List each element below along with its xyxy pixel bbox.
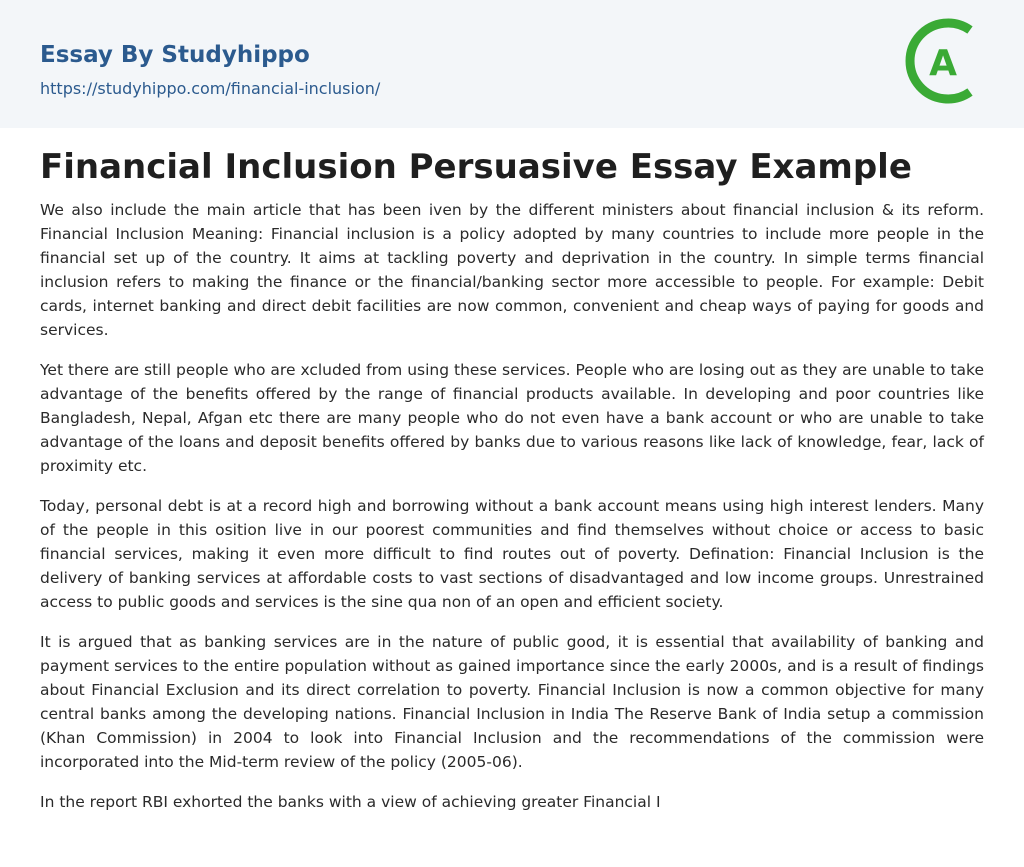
article-paragraph: It is argued that as banking services are in the nature of public good, it is essential that availability of banking and payment services to the entire population without as gained importance since the early 2000s, and is a result of findings about Financial Exclusion and its direct correlation to poverty. Financial Inclusion is now a common objective for many central banks among the developing nations. Financial Inclusion in India The Reserve Bank of India setup a commission (Khan Commission) in 2004 to look into Financial Inclusion and the recommendations of the commission were incorporated into the Mid-term review of the policy (2005-06). — [40, 633, 984, 771]
essay-url-link[interactable]: https://studyhippo.com/financial-inclusion/ — [40, 79, 381, 98]
studyhippo-logo-icon[interactable] — [900, 18, 986, 104]
article — [0, 146, 1024, 814]
site-brand[interactable]: Essay By Studyhippo — [40, 42, 310, 68]
site-header — [0, 0, 1024, 128]
article-paragraph: In the report RBI exhorted the banks with a view of achieving greater Financial I — [40, 793, 661, 811]
article-title: Financial Inclusion Persuasive Essay Example — [40, 147, 912, 187]
logo-letter: A — [929, 43, 957, 84]
article-paragraph: Today, personal debt is at a record high and borrowing without a bank account means using high interest lenders. Many of the people in this osition live in our poorest communities and find themselves without choice or access to basic financial services, making it even more difficult to find routes out of poverty. Defination: Financial Inclusion is the delivery of banking services at affordable costs to vast sections of disadvantaged and low income groups. Unrestrained access to public goods and services is the sine qua non of an open and efficient society. — [40, 497, 984, 611]
article-paragraph: Yet there are still people who are xcluded from using these services. People who are losing out as they are unable to take advantage of the benefits offered by the range of financial products available. In developing and poor countries like Bangladesh, Nepal, Afgan etc there are many people who do not even have a bank account or who are unable to take advantage of the loans and deposit benefits offered by banks due to various reasons like lack of knowledge, fear, lack of proximity etc. — [40, 361, 984, 475]
article-paragraph: We also include the main article that has been iven by the different ministers about financial inclusion & its reform. Financial Inclusion Meaning: Financial inclusion is a policy adopted by many countries to include more people in the financial set up of the country. It aims at tackling poverty and deprivation in the country. In simple terms financial inclusion refers to making the finance or the financial/banking sector more accessible to people. For example: Debit cards, internet banking and direct debit facilities are now common, convenient and cheap ways of paying for goods and services. — [40, 201, 984, 339]
